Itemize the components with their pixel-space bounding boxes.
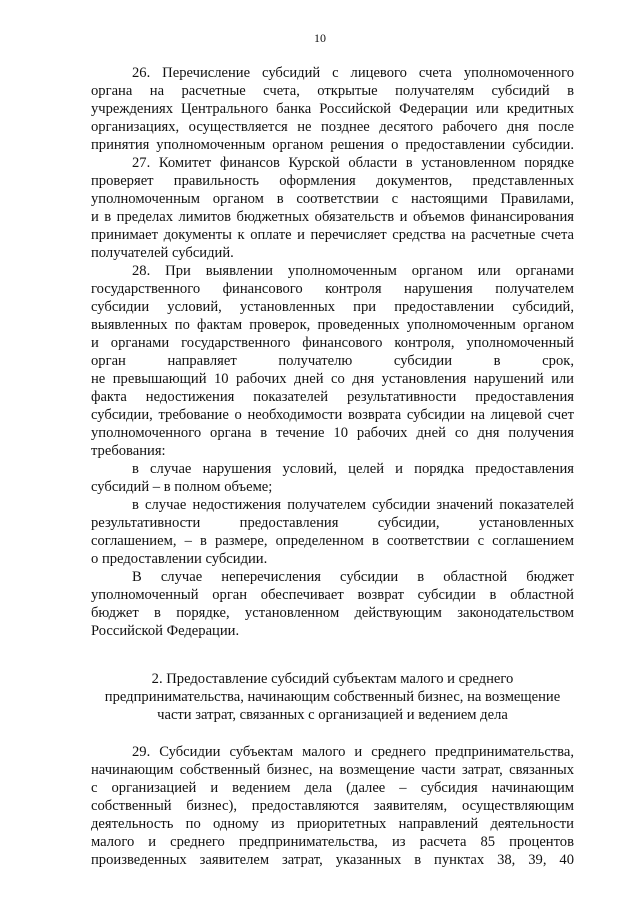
text-line: малого и среднего предпринимательства, из расчета 85 процентов xyxy=(91,834,574,850)
page-number: 10 xyxy=(314,31,326,45)
text-line: и органами государственного финансового контроля, уполномоченный xyxy=(91,335,574,351)
text-line: и в пределах лимитов бюджетных обязательств и объемов финансирования xyxy=(91,209,574,225)
text-line: получателей субсидий. xyxy=(91,245,234,261)
heading-line: части затрат, связанных с организацией и ведением дела xyxy=(157,707,508,723)
text-line: орган направляет получателю субсидии в срок, xyxy=(91,353,574,369)
text-line: в случае недостижения получателем субсидии значений показателей xyxy=(132,497,574,513)
text-line: учреждениях Центрального банка Российской Федерации или кредитных xyxy=(91,101,574,117)
paragraph-26 xyxy=(91,64,574,154)
text-line: принимает документы к оплате и перечисляет средства на расчетные счета xyxy=(91,227,574,243)
text-line: бюджет в порядке, установленном действующим законодательством xyxy=(91,605,574,621)
text-line: уполномоченного органа в течение 10 рабочих дней со дня получения xyxy=(91,425,574,441)
text-line: проверяет правильность оформления документов, представленных xyxy=(91,173,574,189)
text-line: соглашением, – в размере, определенном в соответствии с соглашением xyxy=(91,533,574,549)
text-line: о предоставлении субсидии. xyxy=(91,551,268,567)
text-line: уполномоченный орган обеспечивает возврат субсидии в областной xyxy=(91,587,574,603)
text-line: Российской Федерации. xyxy=(91,623,240,639)
text-line: 27. Комитет финансов Курской области в установленном порядке xyxy=(132,155,574,171)
text-line: выявленных по фактам проверок, проведенных уполномоченным органом xyxy=(91,317,574,333)
paragraph-28-clause-a xyxy=(91,460,574,496)
text-line: организациях, осуществляется не позднее десятого рабочего дня после xyxy=(91,119,574,135)
text-line: уполномоченным органом в соответствии с настоящими Правилами, xyxy=(91,191,574,207)
paragraph-28 xyxy=(91,262,574,460)
text-line: не превышающий 10 рабочих дней со дня установления нарушений или xyxy=(91,371,574,387)
section-heading xyxy=(91,670,574,724)
heading-line: предпринимательства, начинающим собственный бизнес, на возмещение xyxy=(104,689,561,705)
paragraph-29 xyxy=(91,743,574,869)
text-line: с организацией и ведением дела (далее – субсидия начинающим xyxy=(91,780,574,796)
text-line: факта недостижения показателей результативности предоставления xyxy=(91,389,574,405)
text-line: государственного финансового контроля нарушения получателем xyxy=(91,281,574,297)
text-line: требования: xyxy=(91,443,166,459)
heading-line: 2. Предоставление субсидий субъектам малого и среднего xyxy=(151,671,514,687)
text-line: результативности предоставления субсидии, установленных xyxy=(91,515,574,531)
text-line: субсидий – в полном объеме; xyxy=(91,479,273,495)
paragraph-27 xyxy=(91,154,574,262)
text-line: начинающим собственный бизнес, на возмещение части затрат, связанных xyxy=(91,762,574,778)
text-line: 26. Перечисление субсидий с лицевого счета уполномоченного xyxy=(132,65,574,81)
text-line: 29. Субсидии субъектам малого и среднего предпринимательства, xyxy=(132,744,574,760)
text-line: собственный бизнес), предоставляются заявителям, осуществляющим xyxy=(91,798,574,814)
text-line: принятия уполномоченным органом решения о предоставлении субсидии. xyxy=(91,137,574,153)
paragraph-28-clause-b xyxy=(91,496,574,568)
text-line: органа на расчетные счета, открытые получателям субсидий в xyxy=(91,83,574,99)
text-line: в случае нарушения условий, целей и порядка предоставления xyxy=(132,461,574,477)
text-line: субсидии условий, установленных при предоставлении субсидий, xyxy=(91,299,574,315)
text-line: В случае неперечисления субсидии в областной бюджет xyxy=(132,569,574,585)
text-line: 28. При выявлении уполномоченным органом или органами xyxy=(132,263,574,279)
text-line: деятельность по одному из приоритетных направлений деятельности xyxy=(91,816,574,832)
paragraph-28-clause-c xyxy=(91,568,574,640)
text-line: произведенных заявителем затрат, указанных в пунктах 38, 39, 40 xyxy=(91,852,574,868)
text-line: субсидии, требование о необходимости возврата субсидии на лицевой счет xyxy=(91,407,574,423)
